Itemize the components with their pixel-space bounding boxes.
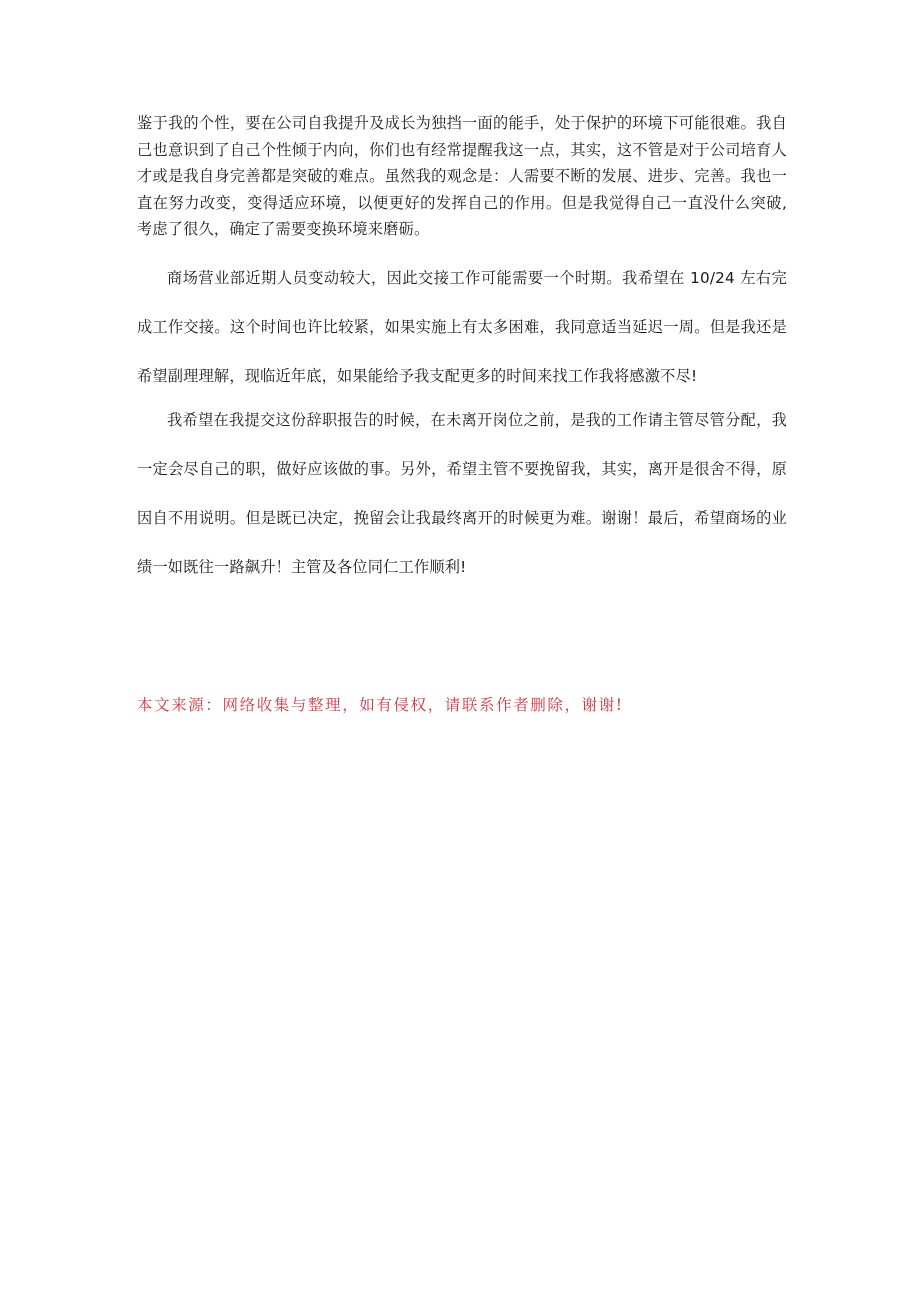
source-disclaimer: 本文来源：网络收集与整理，如有侵权，请联系作者删除，谢谢! <box>137 696 624 714</box>
paragraph-2: 商场营业部近期人员变动较大，因此交接工作可能需要一个时期。我希望在 10/24 左右完成工作交接。这个时间也许比较紧，如果实施上有太多困难，我同意适当延迟一周。但是我还是希望副理理解，现临近年底，如果能给予我支配更多的时间来找工作我将感激不尽! <box>137 269 787 385</box>
paragraph-3: 我希望在我提交这份辞职报告的时候，在未离开岗位之前，是我的工作请主管尽管分配，我一定会尽自己的职，做好应该做的事。另外，希望主管不要挽留我，其实，离开是很舍不得，原因自不用说明。但是既已决定，挽留会让我最终离开的时候更为难。谢谢！最后，希望商场的业绩一如既往一路飙升！主管及各位同仁工作顺利! <box>137 411 787 576</box>
paragraph-1: 鉴于我的个性，要在公司自我提升及成长为独挡一面的能手，处于保护的环境下可能很难。我自己也意识到了自己个性倾于内向，你们也有经常提醒我这一点，其实，这不管是对于公司培育人才或是我自身完善都是突破的难点。虽然我的观念是：人需要不断的发展、进步、完善。我也一直在努力改变，变得适应环境，以便更好的发挥自己的作用。但是我觉得自己一直没什么突破,考虑了很久，确定了需要变换环境来磨砺。 <box>137 114 787 238</box>
